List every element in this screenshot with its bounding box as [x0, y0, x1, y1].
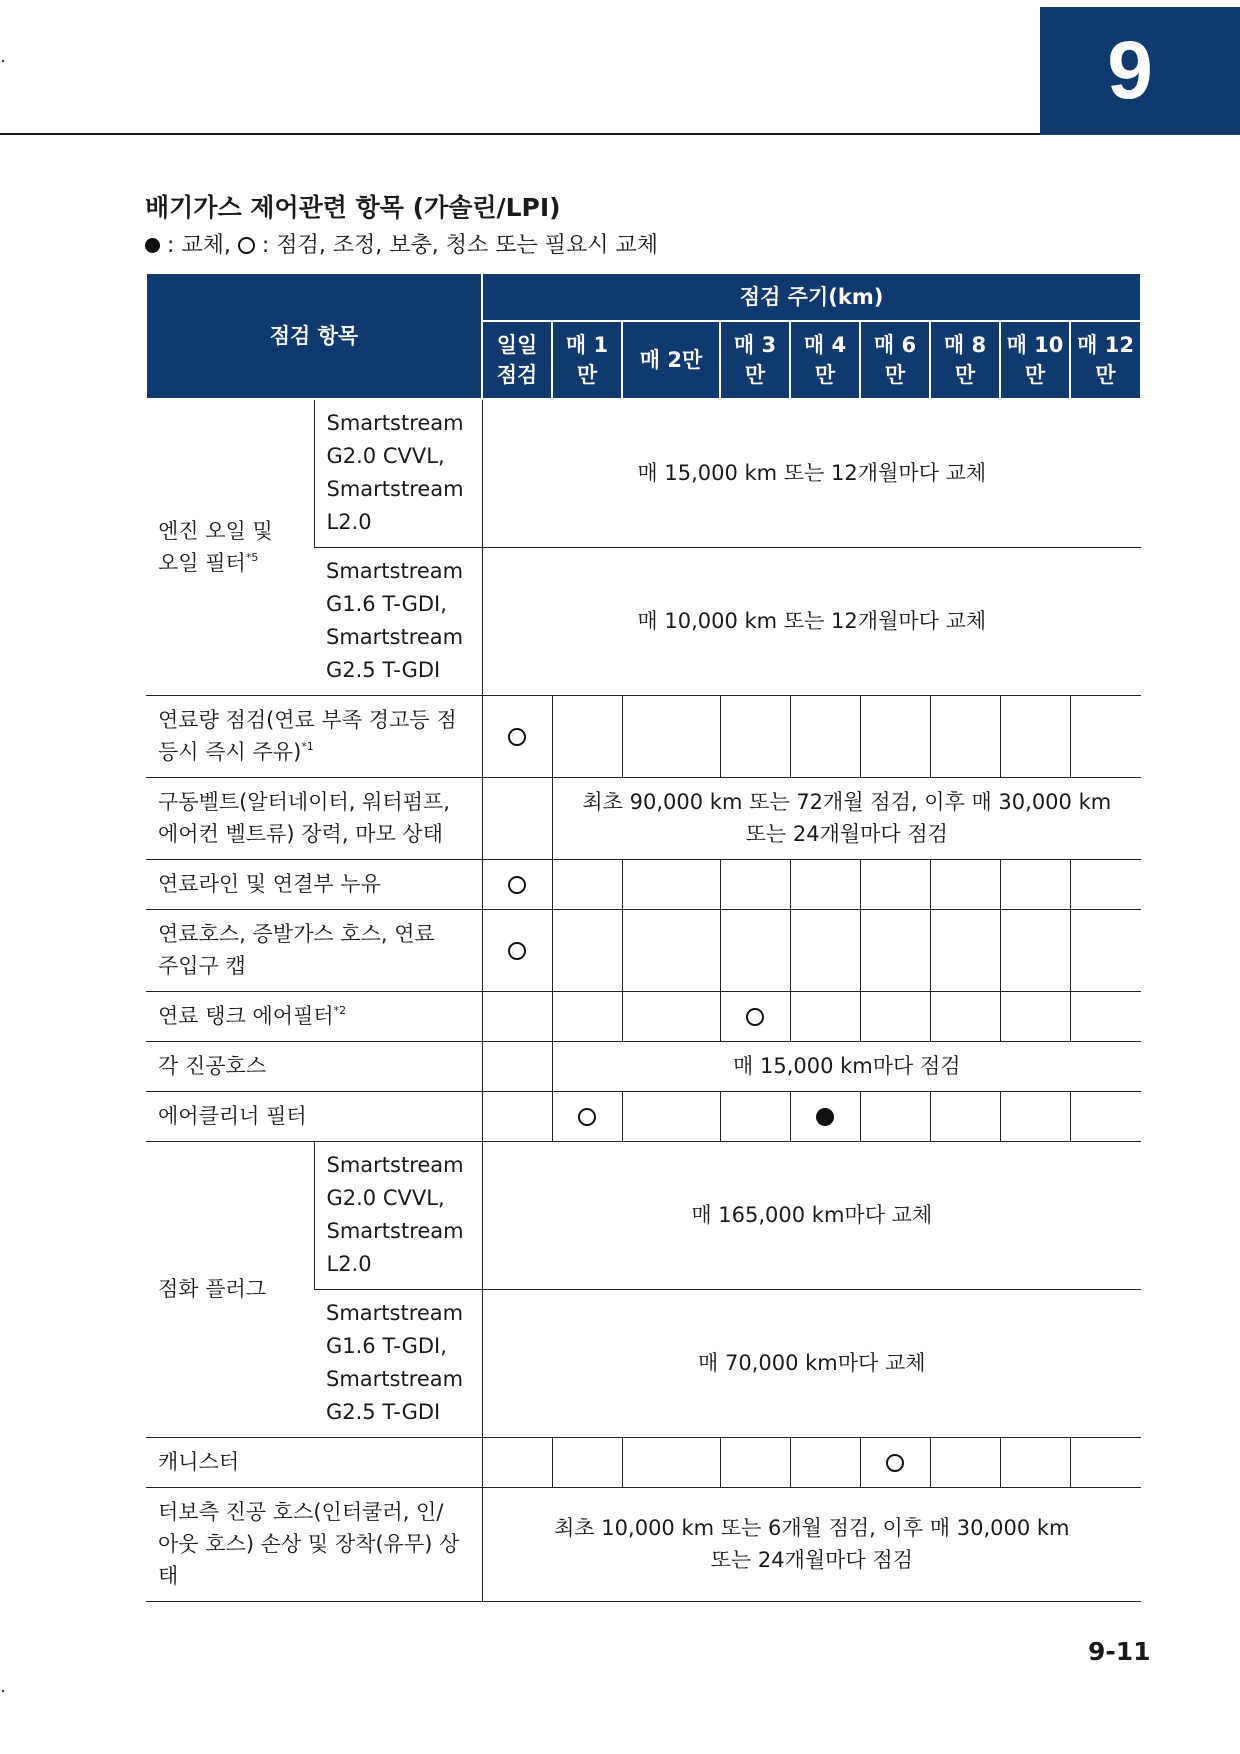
- schedule-cell: [720, 1437, 790, 1487]
- table-row: [146, 777, 1141, 859]
- schedule-cell: [1070, 991, 1141, 1041]
- item-label: 연료 탱크 에어필터$^{*2}$: [146, 991, 482, 1041]
- open-circle-icon: [508, 876, 526, 894]
- item-label: 캐니스터: [146, 1437, 482, 1487]
- schedule-cell: [552, 1091, 622, 1141]
- schedule-cell: [552, 695, 622, 777]
- schedule-cell: [860, 909, 930, 991]
- item-label: 엔진 오일 및 오일 필터$^{*5}$: [146, 399, 314, 695]
- open-circle-icon: [746, 1008, 764, 1026]
- schedule-cell: [552, 991, 622, 1041]
- schedule-cell: [482, 1091, 552, 1141]
- schedule-cell: [622, 695, 720, 777]
- item-label: 연료라인 및 연결부 누유: [146, 859, 482, 909]
- schedule-cell: [482, 909, 552, 991]
- schedule-cell: [1000, 695, 1070, 777]
- schedule-cell: [860, 1437, 930, 1487]
- header-col-30k: 매 3 만: [720, 321, 790, 399]
- schedule-cell: [720, 859, 790, 909]
- schedule-cell: [930, 909, 1000, 991]
- schedule-cell: [622, 859, 720, 909]
- schedule-cell: [930, 1437, 1000, 1487]
- schedule-cell: [552, 1437, 622, 1487]
- header-col-20k: 매 2만: [622, 321, 720, 399]
- schedule-cell: [552, 909, 622, 991]
- interval-text: 매 15,000 km마다 점검: [552, 1041, 1141, 1091]
- open-circle-icon: [238, 237, 255, 254]
- schedule-cell: [790, 859, 860, 909]
- filled-circle-icon: [816, 1108, 834, 1126]
- schedule-cell: [860, 1091, 930, 1141]
- table-row: [146, 1487, 1141, 1601]
- filled-circle-icon: [145, 238, 160, 253]
- schedule-cell: [1000, 1437, 1070, 1487]
- schedule-cell: [482, 1437, 552, 1487]
- item-label: 구동벨트(알터네이터, 워터펌프, 에어컨 벨트류) 장력, 마모 상태: [146, 777, 482, 859]
- header-rule: [0, 133, 1040, 135]
- schedule-cell: [930, 1091, 1000, 1141]
- header-col-80k: 매 8 만: [930, 321, 1000, 399]
- schedule-cell: [1070, 1437, 1141, 1487]
- open-circle-icon: [886, 1454, 904, 1472]
- interval-text: 매 10,000 km 또는 12개월마다 교체: [482, 547, 1141, 695]
- schedule-cell: [720, 909, 790, 991]
- interval-text: 최초 90,000 km 또는 72개월 점검, 이후 매 30,000 km 또는 24개월마다 점검: [552, 777, 1141, 859]
- schedule-cell: [1000, 909, 1070, 991]
- schedule-cell: [552, 859, 622, 909]
- schedule-cell: [482, 1041, 552, 1091]
- header-interval-group: 점검 주기(km): [482, 273, 1141, 321]
- header-col-100k: 매 10 만: [1000, 321, 1070, 399]
- schedule-cell: [482, 991, 552, 1041]
- legend-replace-text: : 교체,: [167, 233, 231, 258]
- header-col-10k: 매 1 만: [552, 321, 622, 399]
- table-row: [146, 695, 1141, 777]
- schedule-cell: [860, 859, 930, 909]
- interval-text: 매 165,000 km마다 교체: [482, 1141, 1141, 1289]
- schedule-cell: [1070, 1091, 1141, 1141]
- schedule-cell: [790, 991, 860, 1041]
- header-inspection-item: 점검 항목: [146, 273, 482, 399]
- engine-variant: Smartstream G1.6 T-GDI, Smartstream G2.5 T-GDI: [314, 1289, 482, 1437]
- schedule-cell: [860, 991, 930, 1041]
- interval-text: 최초 10,000 km 또는 6개월 점검, 이후 매 30,000 km 또는 24개월마다 점검: [482, 1487, 1141, 1601]
- item-label: 연료호스, 증발가스 호스, 연료 주입구 캡: [146, 909, 482, 991]
- item-label: 터보측 진공 호스(인터쿨러, 인/ 아웃 호스) 손상 및 장착(유무) 상 태: [146, 1487, 482, 1601]
- schedule-cell: [790, 1091, 860, 1141]
- schedule-cell: [790, 1437, 860, 1487]
- schedule-cell: [1070, 695, 1141, 777]
- crop-mark: [2, 60, 4, 62]
- open-circle-icon: [508, 942, 526, 960]
- item-label: 에어클리너 필터: [146, 1091, 482, 1141]
- legend: [145, 228, 658, 259]
- interval-text: 매 15,000 km 또는 12개월마다 교체: [482, 399, 1141, 547]
- schedule-cell: [622, 991, 720, 1041]
- header-col-60k: 매 6 만: [860, 321, 930, 399]
- engine-variant: Smartstream G2.0 CVVL, Smartstream L2.0: [314, 399, 482, 547]
- schedule-cell: [1070, 859, 1141, 909]
- item-label: 연료량 점검(연료 부족 경고등 점 등시 즉시 주유)$^{*1}$: [146, 695, 482, 777]
- crop-mark: [2, 1690, 4, 1692]
- engine-variant: Smartstream G2.0 CVVL, Smartstream L2.0: [314, 1141, 482, 1289]
- schedule-cell: [482, 859, 552, 909]
- table-row: [146, 1437, 1141, 1487]
- schedule-cell: [930, 991, 1000, 1041]
- table-row: [146, 399, 1141, 547]
- schedule-cell: [622, 909, 720, 991]
- schedule-cell: [720, 991, 790, 1041]
- schedule-cell: [930, 859, 1000, 909]
- schedule-cell: [1000, 859, 1070, 909]
- legend-inspect-text: : 점검, 조정, 보충, 청소 또는 필요시 교체: [261, 233, 659, 258]
- schedule-cell: [1000, 1091, 1070, 1141]
- section-title: 배기가스 제어관련 항목 (가솔린/LPI): [145, 193, 561, 222]
- schedule-cell: [482, 695, 552, 777]
- table-row: [146, 1091, 1141, 1141]
- chapter-number: 9: [1107, 25, 1153, 116]
- header-col-40k: 매 4 만: [790, 321, 860, 399]
- open-circle-icon: [508, 728, 526, 746]
- engine-variant: Smartstream G1.6 T-GDI, Smartstream G2.5 T-GDI: [314, 547, 482, 695]
- item-label: 점화 플러그: [146, 1141, 314, 1437]
- interval-text: 매 70,000 km마다 교체: [482, 1289, 1141, 1437]
- schedule-cell: [790, 909, 860, 991]
- open-circle-icon: [578, 1108, 596, 1126]
- item-label: 각 진공호스: [146, 1041, 482, 1091]
- schedule-cell: [720, 1091, 790, 1141]
- table-row: [146, 1041, 1141, 1091]
- maintenance-table: [145, 272, 1142, 1602]
- schedule-cell: [790, 695, 860, 777]
- table-row: [146, 859, 1141, 909]
- schedule-cell: [1000, 991, 1070, 1041]
- schedule-cell: [622, 1437, 720, 1487]
- header-col-daily: 일일 점검: [482, 321, 552, 399]
- schedule-cell: [720, 695, 790, 777]
- header-col-120k: 매 12 만: [1070, 321, 1141, 399]
- table-row: [146, 1141, 1141, 1289]
- schedule-cell: [930, 695, 1000, 777]
- table-row: [146, 991, 1141, 1041]
- schedule-cell: [860, 695, 930, 777]
- table-row: [146, 909, 1141, 991]
- schedule-cell: [622, 1091, 720, 1141]
- page-number: 9-11: [1088, 1637, 1151, 1666]
- schedule-cell: [482, 777, 552, 859]
- schedule-cell: [1070, 909, 1141, 991]
- chapter-tab: [1040, 7, 1240, 135]
